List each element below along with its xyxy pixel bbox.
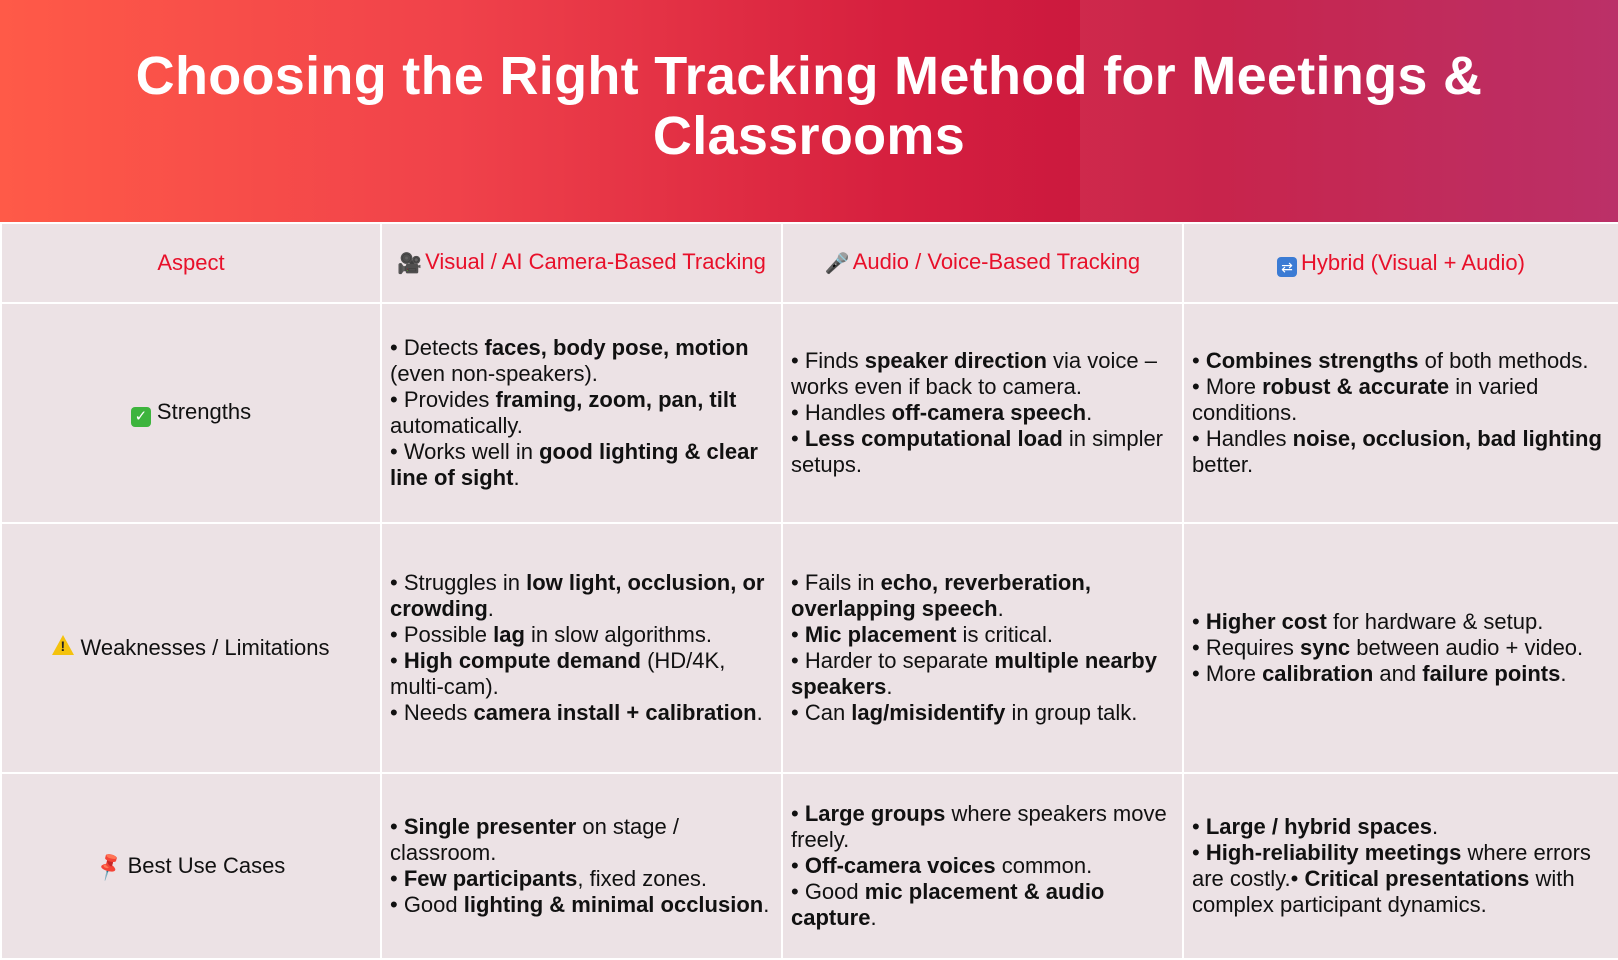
aspect-label: Best Use Cases (127, 852, 286, 878)
bullet-item: • Mic placement is critical. (791, 622, 1053, 647)
pushpin-icon: 📌 (92, 850, 126, 883)
header-visual (381, 223, 782, 303)
bullet-item: • Handles off-camera speech. (791, 400, 1093, 425)
bullet-item: • Struggles in low light, occlusion, or crowding. (390, 570, 765, 621)
warning-icon (52, 635, 74, 655)
bullet-item: • Higher cost for hardware & setup. (1192, 609, 1544, 634)
table-header-row (1, 223, 1618, 303)
cell-visual-use-cases (381, 773, 782, 959)
bullet-item: • Provides framing, zoom, pan, tilt automatically. (390, 387, 737, 438)
title-banner (0, 0, 1618, 222)
cell-audio-weaknesses (782, 523, 1183, 773)
bullet-item: • Requires sync between audio + video. (1192, 635, 1584, 660)
header-hybrid (1183, 223, 1618, 303)
comparison-table (0, 222, 1618, 960)
header-aspect-label: Aspect (157, 250, 225, 275)
bullet-item: • Less computational load in simpler setups. (791, 426, 1164, 477)
bullet-item: • More robust & accurate in varied conditions. (1192, 374, 1539, 425)
bullet-item: • Combines strengths of both methods. (1192, 348, 1589, 373)
bullet-item: • Good mic placement & audio capture. (791, 879, 1105, 930)
bullet-item: • Needs camera install + calibration. (390, 700, 763, 725)
bullet-item: • High compute demand (HD/4K, multi-cam). (390, 648, 726, 699)
bullet-item: • Can lag/misidentify in group talk. (791, 700, 1138, 725)
table-row (1, 303, 1618, 523)
header-hybrid-label: Hybrid (Visual + Audio) (1301, 249, 1525, 275)
bullet-item: • Large / hybrid spaces. (1192, 814, 1439, 839)
aspect-label: Strengths (156, 399, 252, 424)
cell-visual-weaknesses (381, 523, 782, 773)
bullet-item: • Fails in echo, reverberation, overlapping speech. (791, 570, 1091, 621)
aspect-label: Weaknesses / Limitations (80, 635, 330, 660)
cell-hybrid-strengths (1183, 303, 1618, 523)
bullet-item: • Off-camera voices common. (791, 853, 1093, 878)
check-mark-icon: ✓ (131, 407, 151, 427)
bullet-item: • High-reliability meetings where errors are costly.• Critical presentations with complex participant dynamics. (1192, 840, 1591, 917)
bullet-item: • Single presenter on stage / classroom. (390, 814, 679, 865)
header-aspect (1, 223, 381, 303)
table-row (1, 523, 1618, 773)
bullet-item: • Detects faces, body pose, motion (even non-speakers). (390, 335, 749, 386)
aspect-cell-weaknesses (1, 523, 381, 773)
header-audio (782, 223, 1183, 303)
movie-camera-icon: 🎥 (397, 253, 423, 275)
shuffle-icon: ⇄ (1277, 257, 1297, 277)
microphone-icon: 🎤 (824, 253, 850, 275)
aspect-cell-strengths (1, 303, 381, 523)
bullet-item: • Works well in good lighting & clear line of sight. (390, 439, 758, 490)
header-audio-label: Audio / Voice-Based Tracking (852, 249, 1141, 274)
bullet-item: • Possible lag in slow algorithms. (390, 622, 712, 647)
header-visual-label: Visual / AI Camera-Based Tracking (425, 249, 766, 274)
bullet-item: • Few participants, fixed zones. (390, 866, 708, 891)
aspect-cell-use-cases (1, 773, 381, 959)
page-title: Choosing the Right Tracking Method for Meetings & Classrooms (135, 46, 1483, 166)
cell-hybrid-use-cases (1183, 773, 1618, 959)
cell-hybrid-weaknesses (1183, 523, 1618, 773)
bullet-item: • More calibration and failure points. (1192, 661, 1567, 686)
cell-audio-strengths (782, 303, 1183, 523)
bullet-item: • Good lighting & minimal occlusion. (390, 892, 770, 917)
cell-audio-use-cases (782, 773, 1183, 959)
bullet-item: • Large groups where speakers move freely. (791, 801, 1167, 852)
bullet-item: • Handles noise, occlusion, bad lighting better. (1192, 426, 1602, 477)
cell-visual-strengths (381, 303, 782, 523)
bullet-item: • Finds speaker direction via voice – works even if back to camera. (791, 348, 1157, 399)
table-row (1, 773, 1618, 959)
bullet-item: • Harder to separate multiple nearby speakers. (791, 648, 1157, 699)
